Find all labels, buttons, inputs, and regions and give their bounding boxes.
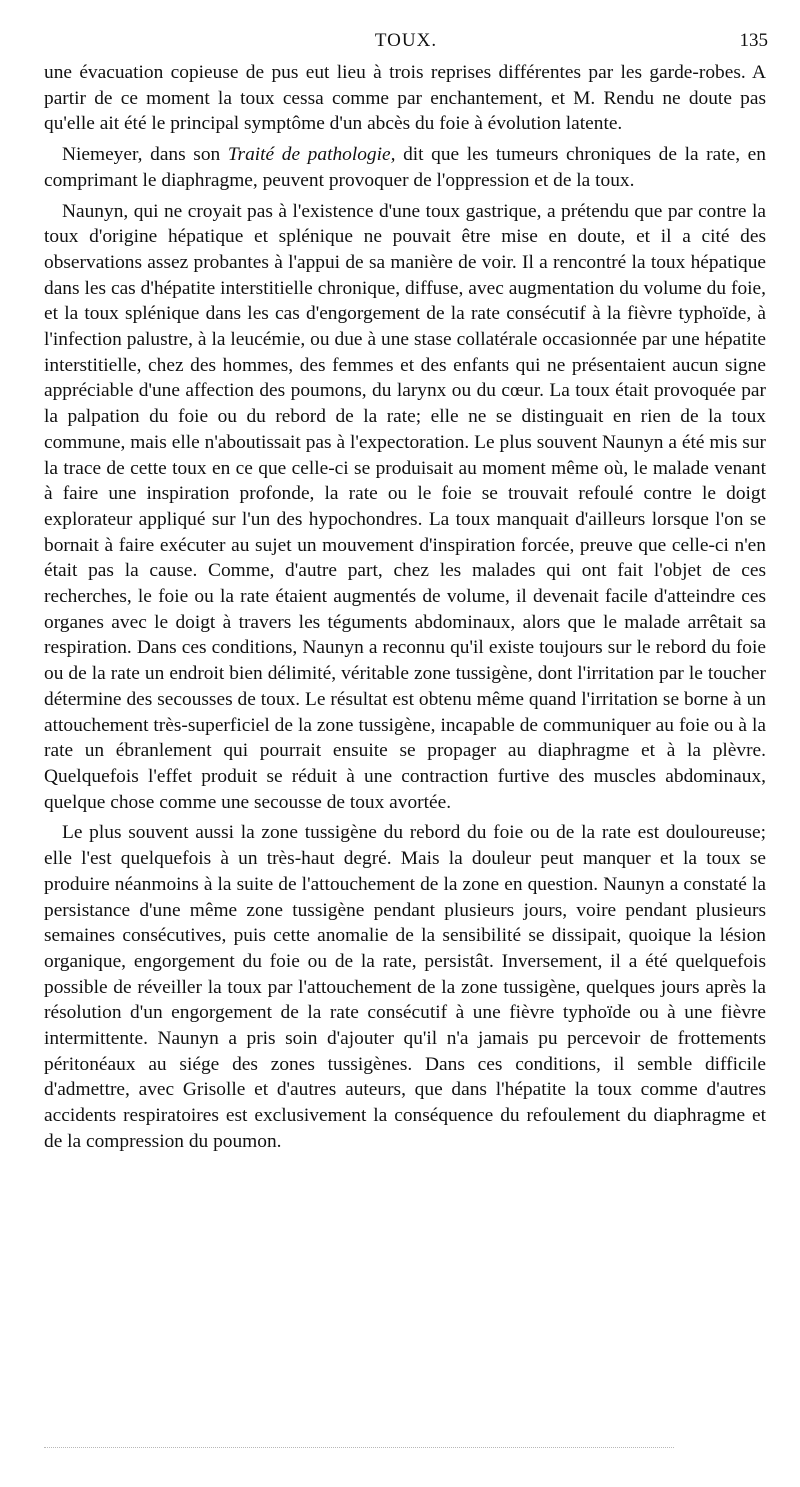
- paragraph-naunyn: Naunyn, qui ne croyait pas à l'existence d'une toux gastrique, a prétendu que par contre la toux d'origine hépatique et splénique ne pouvait être mise en doute, et il a cité des observations assez probantes à l'appui de sa manière de voir. Il a rencontré la toux hépatique dans les cas d'hépatite interstitielle chronique, diffuse, avec augmentation du volume du foie, et la toux splénique dans les cas d'engorgement de la rate consécutif à la fièvre typhoïde, à l'infection palustre, à la leucémie, ou due à une stase collatérale occasionnée par une hépatite interstitielle, chez des hommes, des femmes et des enfants qui ne présentaient aucun signe appréciable d'une affection des poumons, du larynx ou du cœur. La toux était provoquée par la palpation du foie ou du rebord de la rate; elle ne se distinguait en rien de la toux commune, mais elle n'aboutissait pas à l'expectoration. Le plus souvent Naunyn a été mis sur la trace de cette toux en ce que celle-ci se produisait au moment même où, le malade venant à faire une inspiration profonde, la rate ou le foie se trouvait refoulé contre le doigt explorateur appliqué sur l'un des hypochondres. La toux manquait d'ailleurs lorsque l'on se bornait à faire exécuter au sujet un mouvement d'inspiration forcée, preuve que celle-ci n'en était pas la cause. Comme, d'autre part, chez les malades qui ont fait l'objet de ces recherches, le foie ou la rate étaient augmentés de volume, il devenait facile d'atteindre ces organes avec le doigt à travers les téguments abdominaux, alors que le malade arrêtait sa respiration. Dans ces conditions, Naunyn a reconnu qu'il existe toujours sur le rebord du foie ou de la rate un endroit bien délimité, véritable zone tussigène, dont l'irritation par le toucher détermine des secousses de toux. Le résultat est obtenu même quand l'irritation se borne à un attouchement très-superficiel de la zone tussigène, incapable de communiquer au foie ou à la rate un ébranlement qui pourrait ensuite se propager au diaphragme et à la plèvre. Quelquefois l'effet produit se réduit à une contraction furtive des muscles abdominaux, quelque chose comme une secousse de toux avortée.: [44, 200, 766, 813]
- paragraph-continuation: une évacuation copieuse de pus eut lieu à trois reprises différentes par les garde-robes. A partir de ce moment la toux cessa comme par enchantement, et M. Rendu ne doute pas qu'elle ait été le principal symptôme d'un abcès du foie à évolution latente.: [44, 62, 766, 135]
- paragraph-text: Niemeyer, dans son: [62, 144, 228, 166]
- page-number: 135: [739, 30, 768, 51]
- running-title: TOUX.: [374, 30, 438, 51]
- paragraph-text: dit que les tumeurs chroniques de la rate, en comprimant le diaphragme, peuvent provoquer de l'oppression et de la toux.: [44, 144, 766, 191]
- body-text: [44, 60, 766, 1155]
- book-title-italic: Traité de pathologie,: [227, 144, 396, 166]
- page-header: [44, 30, 768, 54]
- paragraph-niemeyer: [44, 142, 766, 193]
- paragraph-zone-tussigene: Le plus souvent aussi la zone tussigène du rebord du foie ou de la rate est douloureuse; elle l'est quelquefois à un très-haut degré. Mais la douleur peut manquer et la toux se produire néanmoins à la suite de l'attouchement de la zone en question. Naunyn a constaté la persistance d'une même zone tussigène pendant plusieurs jours, voire pendant plusieurs semaines consécutives, puis cette anomalie de la sensibilité se dissipait, quoique la lésion organique, engorgement du foie ou de la rate, persistât. Inversement, il a été quelquefois possible de réveiller la toux par l'attouchement de la zone tussigène, quelques jours après la résolution d'un engorgement de la rate consécutif à une fièvre typhoïde ou à une fièvre intermittente. Naunyn a pris soin d'ajouter qu'il n'a jamais pu percevoir de frottements péritonéaux au siége des zones tussigènes. Dans ces conditions, il semble difficile d'admettre, avec Grisolle et d'autres auteurs, que dans l'hépatite la toux comme d'autres accidents respiratoires est exclusivement la conséquence du refoulement du diaphragme et de la compression du poumon.: [44, 822, 766, 1152]
- footer-rule: [44, 1447, 674, 1448]
